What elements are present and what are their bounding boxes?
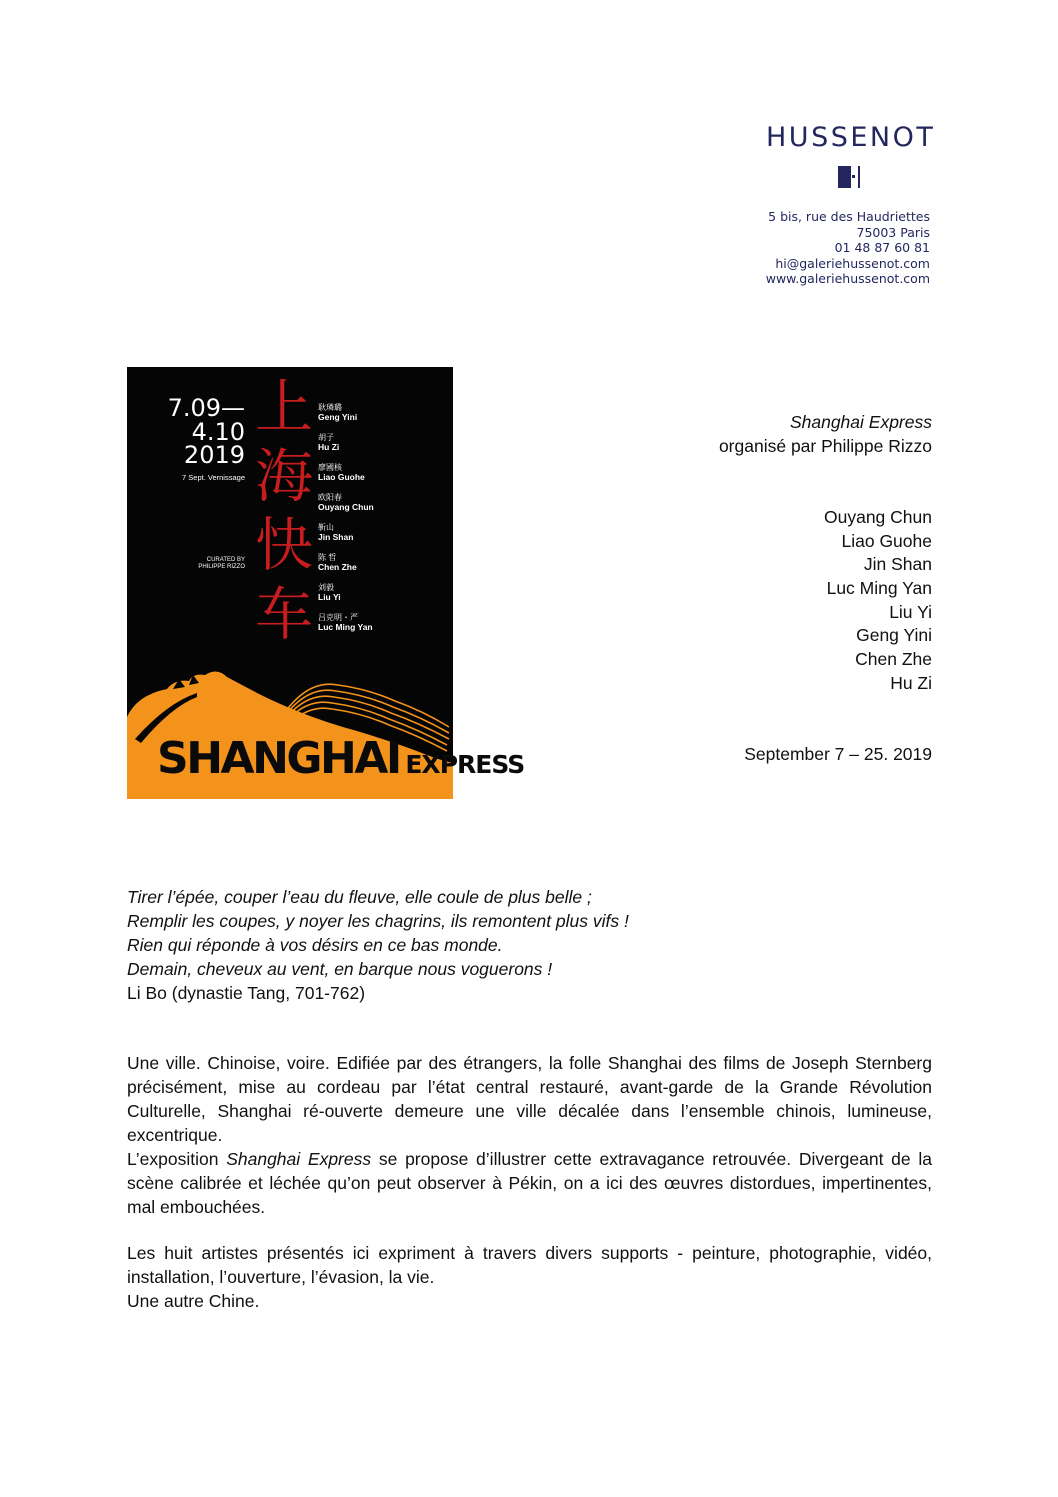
- exhibition-title: Shanghai Express: [789, 412, 932, 432]
- gallery-logo-icon: [838, 166, 862, 188]
- poster-artist-en: Ouyang Chun: [318, 502, 374, 512]
- body-p2-end: se propose d’illustrer cette extravagance retrouvée. Divergeant de la scène calibrée et léchée qu’on peut observer à Pékin, on a ici des œuvres distordues, impertinentes, mal embouchées.: [127, 1149, 933, 1217]
- body-paragraph-2: [127, 1147, 932, 1219]
- poster-year: 2019: [183, 441, 245, 469]
- poster-artist-en: Jin Shan: [318, 532, 354, 542]
- poster-artist: [318, 463, 374, 493]
- poster-chinese-char: 车: [254, 580, 313, 648]
- poster-artist: [318, 403, 374, 433]
- poster-title-shanghai: SHANGHAI: [157, 733, 400, 784]
- poster-curator: PHILIPPE RIZZO: [198, 564, 245, 570]
- artist-name: Jin Shan: [863, 554, 932, 574]
- poem-attribution: Li Bo (dynastie Tang, 701-762): [127, 983, 366, 1003]
- poem-line: Remplir les coupes, y noyer les chagrins, ils remontent plus vifs !: [127, 911, 629, 931]
- poster-artist-cn: 耿璘璐: [318, 403, 342, 412]
- poster-artist-cn: 靳山: [318, 523, 334, 532]
- poster-chinese-char: 海: [254, 442, 313, 510]
- body-paragraph: [127, 1051, 932, 1219]
- poster-artist-en: Geng Yini: [318, 412, 358, 422]
- poem: [127, 885, 629, 1005]
- poster-dates: [127, 394, 245, 469]
- body-paragraph: [127, 1241, 932, 1313]
- poster-artist-en: Hu Zi: [318, 442, 340, 452]
- poster-title-express: EXPRESS: [405, 750, 525, 779]
- poster-artist-cn: 刘毅: [318, 583, 334, 592]
- poster-date-end: 4.10: [191, 417, 245, 446]
- poster-artist: [318, 433, 374, 463]
- body-paragraph-3: Les huit artistes présentés ici expriment à travers divers supports - peinture, photographie, vidéo, installation, l’ouverture, l’évasion, la vie.: [127, 1243, 932, 1287]
- poem-line: Rien qui réponde à vos désirs en ce bas monde.: [127, 935, 503, 955]
- address-website[interactable]: www.galeriehussenot.com: [765, 271, 930, 287]
- artist-name: Luc Ming Yan: [826, 578, 932, 598]
- exhibition-poster: [127, 367, 525, 799]
- artist-name: Hu Zi: [890, 673, 932, 693]
- poster-vernissage: 7 Sept. Vernissage: [182, 473, 245, 482]
- body-paragraph-4: Une autre Chine.: [127, 1291, 260, 1311]
- exhibition-organizer: organisé par Philippe Rizzo: [718, 436, 932, 456]
- gallery-address: [766, 209, 930, 287]
- poster-artist-en: Luc Ming Yan: [318, 622, 373, 632]
- poster-artist-en: Liu Yi: [318, 592, 341, 602]
- poem-line: Tirer l’épée, couper l’eau du fleuve, elle coule de plus belle ;: [127, 887, 592, 907]
- poster-chinese-char: 上: [254, 373, 313, 441]
- poster-artist: [318, 583, 374, 613]
- poster-artist: [318, 553, 374, 583]
- artist-name: Ouyang Chun: [824, 507, 932, 527]
- exhibition-dates: September 7 – 25. 2019: [744, 744, 932, 764]
- body-p2-title: Shanghai Express: [226, 1149, 372, 1169]
- poster-artist-en: Liao Guohe: [318, 472, 365, 482]
- artist-name: Chen Zhe: [855, 649, 932, 669]
- poster-artist-en: Chen Zhe: [318, 562, 357, 572]
- address-email[interactable]: hi@galeriehussenot.com: [775, 255, 930, 271]
- poster-curated: [127, 557, 245, 571]
- body-paragraph-1: Une ville. Chinoise, voire. Edifiée par des étrangers, la folle Shanghai des films de Joseph Sternberg précisément, mise au cordeau par l’état central restauré, avant-garde de la Grande Révolution Culturelle, Shanghai ré-ouverte demeure une ville décalée dans l’ensemble chinois, lumineuse, excentrique.: [127, 1053, 932, 1145]
- address-street: 5 bis, rue des Haudriettes: [768, 209, 930, 224]
- poster-artist-list: [318, 403, 374, 643]
- poster-artist-cn: 欧阳春: [318, 493, 342, 502]
- artist-name: Liu Yi: [889, 602, 932, 622]
- artist-name: Liao Guohe: [841, 531, 932, 551]
- poster-artist-cn: 吕克明・严: [318, 613, 358, 622]
- poster-chinese-char: 快: [254, 511, 313, 579]
- artist-name: Geng Yini: [856, 625, 932, 645]
- poster-artist: [318, 523, 374, 553]
- poster-artist-cn: 胡子: [318, 433, 334, 442]
- poster-date-start: 7.09—: [167, 394, 245, 422]
- poster-artist: [318, 493, 374, 523]
- body-p2-start: L’exposition: [127, 1149, 227, 1169]
- address-city: 75003 Paris: [856, 224, 930, 240]
- poster-artist-cn: 廖國核: [318, 463, 342, 472]
- poster-chinese-title: [251, 373, 317, 649]
- poster-artist: [318, 613, 374, 643]
- poster-title: [157, 733, 524, 784]
- poem-line: Demain, cheveux au vent, en barque nous voguerons !: [127, 959, 553, 979]
- address-phone[interactable]: 01 48 87 60 81: [834, 240, 930, 256]
- poster-curated-label: CURATED BY: [206, 557, 245, 563]
- poster-artist-cn: 陈 哲: [318, 553, 337, 562]
- gallery-name: HUSSENOT: [766, 122, 936, 153]
